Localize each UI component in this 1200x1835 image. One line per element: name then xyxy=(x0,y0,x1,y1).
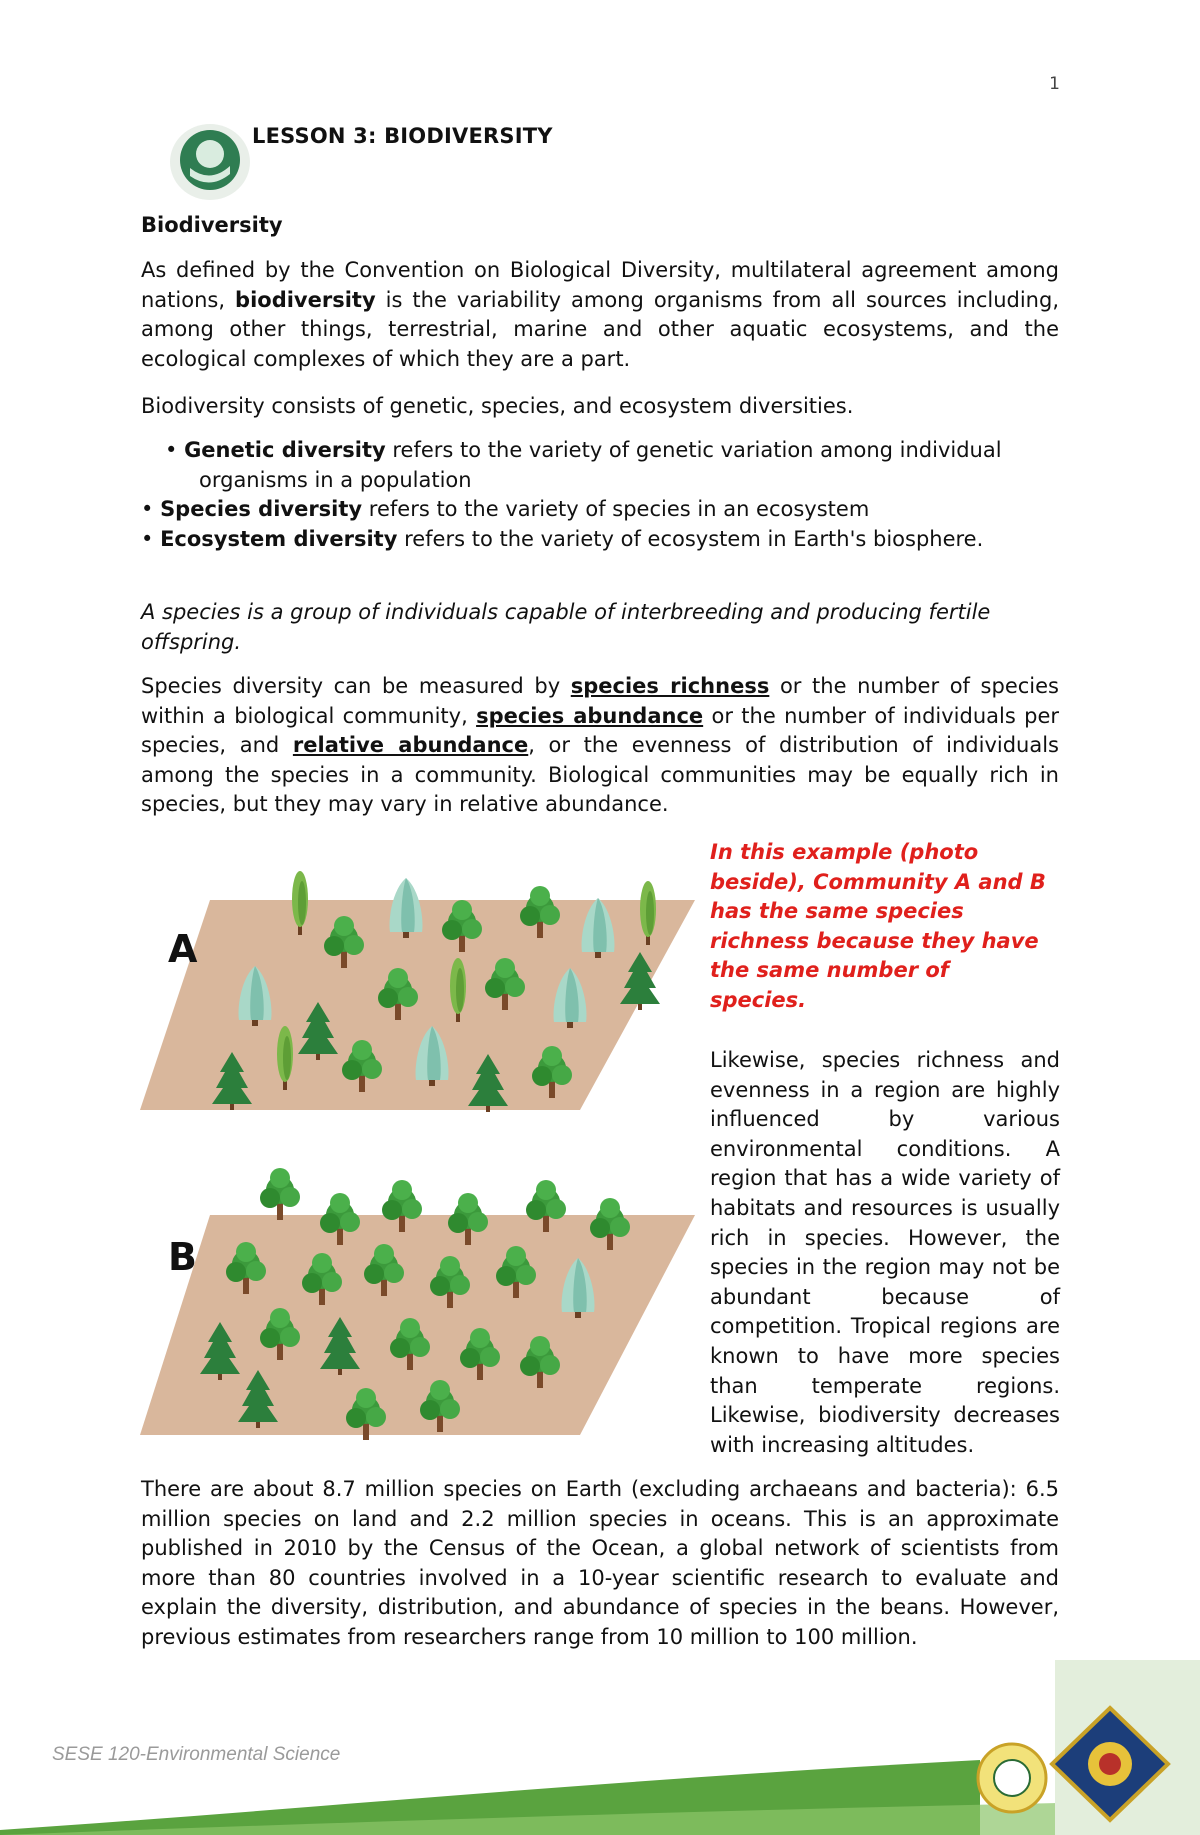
species-abundance-term: species abundance xyxy=(476,703,704,728)
intro-paragraph: As defined by the Convention on Biological Diversity, multilateral agreement among nations, biodiversity is the variability among organisms from all sources including, among other things, terrestrial, marine and other aquatic ecosystems, and the ecological complexes of which they are a part. xyxy=(141,258,1060,371)
section-heading: Biodiversity xyxy=(141,213,283,237)
diversity-list xyxy=(141,436,1059,554)
globe-in-hand-icon xyxy=(168,118,252,202)
university-seal-icon xyxy=(978,1744,1046,1812)
species-richness-term: species richness xyxy=(570,674,770,698)
species-definition: A species is a group of individuals capable of interbreeding and producing fertile offspring. xyxy=(141,600,991,654)
lesson-title: LESSON 3: BIODIVERSITY xyxy=(252,124,553,148)
species-count-paragraph: There are about 8.7 million species on Earth (excluding archaeans and bacteria): 6.5 million species on land and 2.2 million species in oceans. This is an approximate published in 2010 by the Census of the Ocean, a global network of scientists from more than 80 countries involved in a 10-year scientific research to evaluate and explain the diversity, distribution, and abundance of species in the beans. However, previous estimates from researchers range from 10 million to 100 million. xyxy=(141,1477,1059,1649)
list-item: • Species diversity refers to the variety of species in an ecosystem xyxy=(141,497,870,521)
course-footer: SESE 120-Environmental Science xyxy=(52,1744,341,1765)
list-item: • Ecosystem diversity refers to the variety of ecosystem in Earth's biosphere. xyxy=(141,526,984,551)
richness-evenness-paragraph: Likewise, species richness and evenness in a region are highly influenced by various environmental conditions. A region that has a wide variety of habitats and resources is usually rich in species. However, the species in the region may not be abundant because of competition. Tropical regions are known to have more species than temperate regions. Likewise, biodiversity decreases with increasing altitudes. xyxy=(710,1048,1060,1457)
list-item: • Genetic diversity refers to the variety of genetic variation among individual organisms in a population xyxy=(165,438,1002,492)
community-illustration xyxy=(140,840,695,1445)
diversities-paragraph: Biodiversity consists of genetic, species, and ecosystem diversities. xyxy=(141,394,854,418)
relative-abundance-term: relative abundance xyxy=(292,733,529,757)
community-b-label: B xyxy=(168,1235,197,1279)
page-number: 1 xyxy=(1049,74,1060,94)
example-note: In this example (photo beside), Community A and B has the same species richness because they have the same number of species. xyxy=(710,840,1046,1012)
community-a-label: A xyxy=(168,927,198,971)
biodiversity-term: biodiversity xyxy=(235,287,376,312)
species-diversity-paragraph: Species diversity can be measured by species richness or the number of species within a biological community, species abundance or the number of individuals per species, and relative abundance, or the evenness of distribution of individuals among the species in a community. Biological communities may be equally rich in species, but they may vary in relative abundance. xyxy=(141,674,1060,816)
